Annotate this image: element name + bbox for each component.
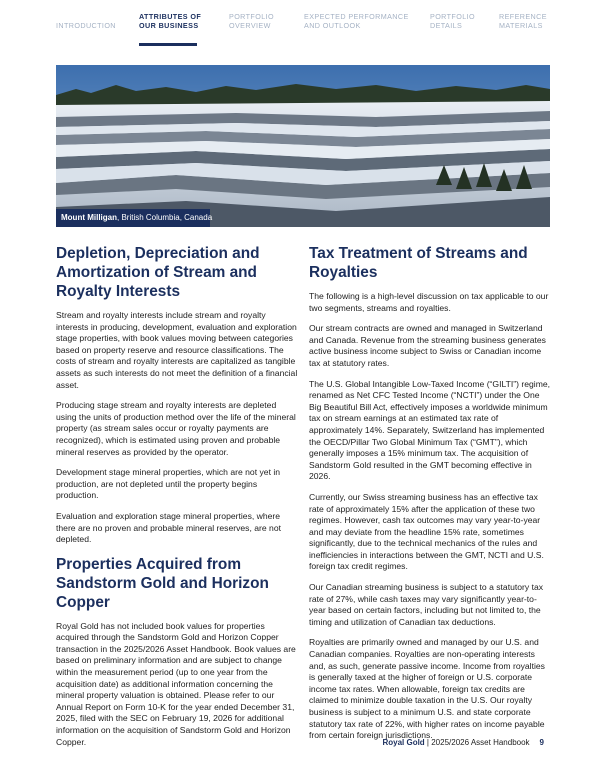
page-number: 9: [539, 738, 544, 747]
nav-tab-label: REFERENCE: [499, 12, 547, 21]
nav-tab-reference-materials[interactable]: [499, 12, 547, 30]
paragraph: Development stage mineral properties, which are not yet in production, are not depleted until the property begins production.: [56, 467, 281, 501]
page-footer: [382, 738, 544, 747]
nav-tab-attributes[interactable]: [139, 12, 201, 30]
nav-tab-portfolio-overview[interactable]: [229, 12, 274, 30]
nav-tab-label: DETAILS: [430, 21, 463, 30]
footer-doc-title: 2025/2026 Asset Handbook: [431, 738, 530, 747]
right-column: [309, 244, 552, 751]
mine-landscape-image: [56, 65, 550, 227]
section-heading-depletion: Depletion, Depreciation and Amortization of Stream and Royalty Interests: [56, 245, 260, 300]
caption-region: , British Columbia, Canada: [117, 213, 213, 222]
paragraph: Royalties are primarily owned and managed by our U.S. and Canadian companies. Royalties are non-operating interests and, as such, generate passive income. Income from royalties is generally taxed at the higher of foreign or U.S. corporate income tax rates. When allowable, foreign tax credits are claimed to minimize double taxation in the U.S. Our royalty business is subject to a minimum U.S. and state corporate statutory tax rate of 22%, with higher rates on income payable from certain foreign jurisdictions.: [309, 637, 545, 741]
paragraph: Royal Gold has not included book values for properties acquired through the Sandstorm Gold and Horizon Copper transaction in the 2025/2026 Asset Handbook. Book values are based on preliminary information and are subject to change within the measurement period (up to one year from the acquisition date) as additional information concerning the mineral property valuation is obtained. Please refer to our Annual Report on Form 10-K for the year ended December 31, 2025, filed with the SEC on February 19, 2026 for additional information on the acquisition of Sandstorm Gold and Horizon Copper.: [56, 620, 296, 747]
nav-tab-label: EXPECTED PERFORMANCE: [304, 12, 409, 21]
nav-tab-label: OUR BUSINESS: [139, 21, 199, 30]
paragraph: Evaluation and exploration stage mineral properties, where there are no proven and probable mineral reserves, are not depleted.: [56, 510, 282, 545]
paragraph: Producing stage stream and royalty interests are depleted using the units of production method over the life of the mineral property (as stream sales occur or royalty payments are recognized), which is estimated using proven and probable mineral reserves as provided by the operator.: [56, 400, 296, 457]
nav-tab-label: MATERIALS: [499, 21, 543, 30]
nav-tab-label: PORTFOLIO: [430, 12, 476, 21]
nav-tab-label: PORTFOLIO: [229, 12, 275, 21]
paragraph: Stream and royalty interests include stream and royalty interests in producing, development, evaluation and exploration stage properties, with book values moving between categories based on property reserve and resource classifications. The costs of stream and royalty interests are capitalized as tangible assets as such interests do not meet the definition of a financial asset.: [56, 310, 298, 390]
top-nav: [0, 12, 600, 42]
nav-tab-introduction[interactable]: [56, 21, 116, 30]
caption-location: Mount Milligan: [61, 213, 117, 222]
nav-tab-label: AND OUTLOOK: [304, 21, 361, 30]
left-column: [56, 244, 299, 757]
paragraph: The U.S. Global Intangible Low-Taxed Income (“GILTI”) regime, renamed as Net CFC Tested Income (“NCTI”) under the One Big Beautiful Bill Act, effectively imposes a worldwide minimum tax on stream earnings at an estimated tax rate of approximately 14%. Separately, Switzerland has implemented the OECD/Pillar Two Global Minimum Tax (“GMT”), which generally imposes a 15% minimum tax. The acquisition of Sandstorm Gold resulted in the GMT becoming effective in 2026.: [309, 378, 551, 482]
footer-separator: |: [424, 738, 432, 747]
active-tab-indicator: [139, 43, 197, 46]
section-heading-properties-acquired: Properties Acquired from Sandstorm Gold and Horizon Copper: [56, 555, 269, 611]
photo-caption: [56, 209, 213, 227]
nav-tab-label: OVERVIEW: [229, 21, 271, 30]
footer-brand: Royal Gold: [382, 738, 425, 747]
nav-tab-portfolio-details[interactable]: [430, 12, 475, 30]
paragraph: Currently, our Swiss streaming business has an effective tax rate of approximately 15% after the application of these two regimes. However, cash tax outcomes may vary year-to-year and may deviate from the headline 15% rate, sometimes significantly, due to the technical mechanics of the rules and inefficiencies in interactions between the GMT, NCTI and U.S. foreign tax credit regimes.: [309, 491, 544, 572]
paragraph: The following is a high-level discussion on tax applicable to our two segments, streams and royalties.: [309, 291, 549, 313]
paragraph: Our Canadian streaming business is subject to a statutory tax rate of 27%, while cash taxes may vary significantly year-to-year based on certain factors, including but not limited to, the timing and utilization of Canadian tax deductions.: [309, 582, 544, 627]
hero-photo: [56, 65, 550, 227]
nav-tab-label: ATTRIBUTES OF: [139, 12, 202, 21]
nav-tab-expected-performance[interactable]: [304, 12, 409, 30]
paragraph: Our stream contracts are owned and managed in Switzerland and Canada. Revenue from the streaming business generates active business income subject to Swiss or Canadian income tax at statutory rates.: [309, 323, 546, 368]
nav-tab-label: INTRODUCTION: [56, 21, 116, 30]
section-heading-tax-treatment: Tax Treatment of Streams and Royalties: [309, 245, 528, 281]
